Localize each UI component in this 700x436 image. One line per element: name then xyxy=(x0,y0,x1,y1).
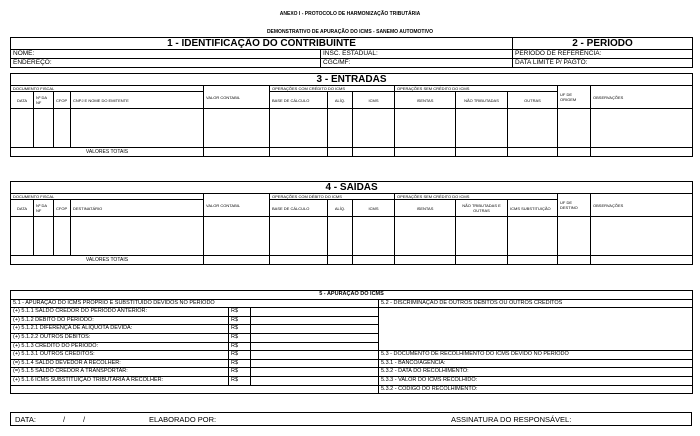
apuracao-row: (+) 5.1.3.1 OUTROS CRÉDITOS: xyxy=(11,351,229,360)
saidas-col-nao-trib: NÃO TRIBUTADAS E OUTRAS xyxy=(456,200,508,217)
saidas-obs: OBSERVAÇÕES xyxy=(591,194,693,217)
value-field[interactable] xyxy=(251,351,379,360)
currency-label: R$ xyxy=(229,316,251,325)
saidas-title: 4 - SAÍDAS xyxy=(11,182,693,194)
currency-label: R$ xyxy=(229,351,251,360)
entradas-valor-contabil: VALOR CONTABIL xyxy=(204,86,270,109)
currency-label: R$ xyxy=(229,325,251,334)
doc-recolhimento-title: 5.3 - DOCUMENTO DE RECOLHIMENTO DO ICMS DEVIDO NO PERÍODO xyxy=(379,351,693,360)
periodo-ref-field[interactable]: PERÍODO DE REFERÊNCIA: xyxy=(513,50,693,59)
date-separator: / xyxy=(83,415,86,424)
entradas-col-num: Nº DA NF xyxy=(34,92,54,109)
apuracao-row: (+) 5.1.2 DÉBITO DO PERÍODO: xyxy=(11,316,229,325)
saidas-col-base: BASE DE CÁLCULO xyxy=(270,200,328,217)
saidas-op-sem: OPERAÇÕES SEM CRÉDITO DO ICMS xyxy=(395,194,558,200)
currency-label: R$ xyxy=(229,308,251,317)
currency-label: R$ xyxy=(229,333,251,342)
saidas-col-icms-sub: ICMS SUBSTITUIÇÃO xyxy=(508,200,558,217)
apuracao-row: (+) 5.1.3 CRÉDITO DO PERÍODO: xyxy=(11,342,229,351)
saidas-col-aliq: ALÍQ. xyxy=(328,200,353,217)
endereco-field[interactable]: ENDEREÇO: xyxy=(11,59,321,68)
date-separator: / xyxy=(63,415,66,424)
annex-title: ANEXO I - PROTOCOLO DE HARMONIZAÇÃO TRIBUTÁRIA xyxy=(279,11,421,17)
entradas-doc-fiscal: DOCUMENTO FISCAL xyxy=(11,86,204,92)
cgc-field[interactable]: CGC/MF: xyxy=(321,59,513,68)
saidas-col-data: DATA xyxy=(11,200,34,217)
entradas-col-data: DATA xyxy=(11,92,34,109)
inscricao-field[interactable]: INSC. ESTADUAL: xyxy=(321,50,513,59)
saidas-doc-fiscal: DOCUMENTO FISCAL xyxy=(11,194,204,200)
value-field[interactable] xyxy=(251,333,379,342)
saidas-col-icms: ICMS xyxy=(353,200,395,217)
entradas-col-outras: OUTRAS xyxy=(508,92,558,109)
apuracao-row: (=) 5.1.4 SALDO DEVEDOR A RECOLHER: xyxy=(11,359,229,368)
data-label: DATA: xyxy=(15,415,36,424)
saidas-table xyxy=(10,181,693,265)
entradas-title: 3 - ENTRADAS xyxy=(11,74,693,86)
signature-footer xyxy=(10,412,692,426)
saidas-body-row[interactable] xyxy=(11,217,693,256)
apuracao-row: (+) 5.1.1 SALDO CREDOR DO PERÍODO ANTERIOR: xyxy=(11,308,229,317)
value-field[interactable] xyxy=(251,325,379,334)
nome-field[interactable]: NOME: xyxy=(11,50,321,59)
data-limite-field[interactable]: DATA LIMITE P/ PAGTO: xyxy=(513,59,693,68)
value-field[interactable] xyxy=(251,342,379,351)
apuracao-row: (+) 5.1.2.2 OUTROS DÉBITOS: xyxy=(11,333,229,342)
entradas-op-sem: OPERAÇÕES SEM CRÉDITO DO ICMS xyxy=(395,86,558,92)
entradas-totais: VALORES TOTAIS xyxy=(11,148,204,157)
saidas-col-destinatario: DESTINATÁRIO xyxy=(71,200,204,217)
saidas-op-com: OPERAÇÕES COM DÉBITO DO ICMS xyxy=(270,194,395,200)
entradas-col-base: BASE DE CÁLCULO xyxy=(270,92,328,109)
entradas-table xyxy=(10,73,693,157)
currency-label: R$ xyxy=(229,359,251,368)
identificacao-title: 1 - IDENTIFICAÇÃO DO CONTRIBUINTE xyxy=(11,38,513,50)
assinatura-label: ASSINATURA DO RESPONSÁVEL: xyxy=(451,415,572,424)
apuracao-title: 5 - APURAÇÃO DO ICMS xyxy=(11,291,693,300)
entradas-op-com: OPERAÇÕES COM CRÉDITO DO ICMS xyxy=(270,86,395,92)
entradas-col-aliq: ALÍQ. xyxy=(328,92,353,109)
entradas-col-icms: ICMS xyxy=(353,92,395,109)
entradas-col-cfop: CFOP xyxy=(54,92,71,109)
outros-debitos-area[interactable] xyxy=(379,308,693,351)
entradas-col-emitente: CNPJ E NOME DO EMITENTE xyxy=(71,92,204,109)
identificacao-table xyxy=(10,37,693,68)
periodo-title: 2 - PERÍODO xyxy=(513,38,693,50)
value-field[interactable] xyxy=(251,376,379,385)
value-field[interactable] xyxy=(251,359,379,368)
apuracao-left-title: 5.1 - APURAÇÃO DO ICMS PRÓPRIO E SUBSTITUÍDO DEVIDOS NO PERÍODO xyxy=(11,299,379,308)
entradas-col-nao-trib: NÃO TRIBUTADAS xyxy=(456,92,508,109)
saidas-col-cfop: CFOP xyxy=(54,200,71,217)
saidas-valor-contabil: VALOR CONTABIL xyxy=(204,194,270,217)
doc-recolhimento-row[interactable]: 5.3.2 - DATA DO RECOLHIMENTO: xyxy=(379,368,693,377)
currency-label: R$ xyxy=(229,376,251,385)
apuracao-row: (+) 5.1.2.1 DIFERENÇA DE ALÍQUOTA DEVIDA: xyxy=(11,325,229,334)
currency-label: R$ xyxy=(229,342,251,351)
value-field[interactable] xyxy=(251,368,379,377)
form-subtitle: DEMONSTRATIVO DE APURAÇÃO DO ICMS - SANEMO AUTOMOTIVO xyxy=(266,29,434,35)
doc-recolhimento-row[interactable]: 5.3.1 - BANCO/AGÊNCIA: xyxy=(379,359,693,368)
saidas-col-num: Nº DA NF xyxy=(34,200,54,217)
apuracao-row: (=) 5.1.5 SALDO CREDOR A TRANSPORTAR: xyxy=(11,368,229,377)
value-field[interactable] xyxy=(251,308,379,317)
doc-recolhimento-row[interactable]: 5.3.2 - CÓDIGO DO RECOLHIMENTO: xyxy=(379,385,693,394)
entradas-obs: OBSERVAÇÕES xyxy=(591,86,693,109)
elaborado-label: ELABORADO POR: xyxy=(149,415,217,424)
apuracao-table xyxy=(10,290,693,394)
value-field[interactable] xyxy=(251,316,379,325)
saidas-totais: VALORES TOTAIS xyxy=(11,256,204,265)
apuracao-row: (+) 5.1.6 ICMS SUBSTITUIÇÃO TRIBUTÁRIA A RECOLHER: xyxy=(11,376,229,385)
saidas-uf: UF DE DESTINO xyxy=(558,194,591,217)
saidas-col-isentas: ISENTAS xyxy=(395,200,456,217)
apuracao-right-title: 5.2 - DISCRIMINAÇÃO DE OUTROS DÉBITOS OU OUTROS CRÉDITOS xyxy=(379,299,693,308)
entradas-uf: UF DE ORIGEM xyxy=(558,86,591,109)
entradas-col-isentas: ISENTAS xyxy=(395,92,456,109)
entradas-body-row[interactable] xyxy=(11,109,693,148)
currency-label: R$ xyxy=(229,368,251,377)
doc-recolhimento-row[interactable]: 5.3.3 - VALOR DO ICMS RECOLHIDO: xyxy=(379,376,693,385)
